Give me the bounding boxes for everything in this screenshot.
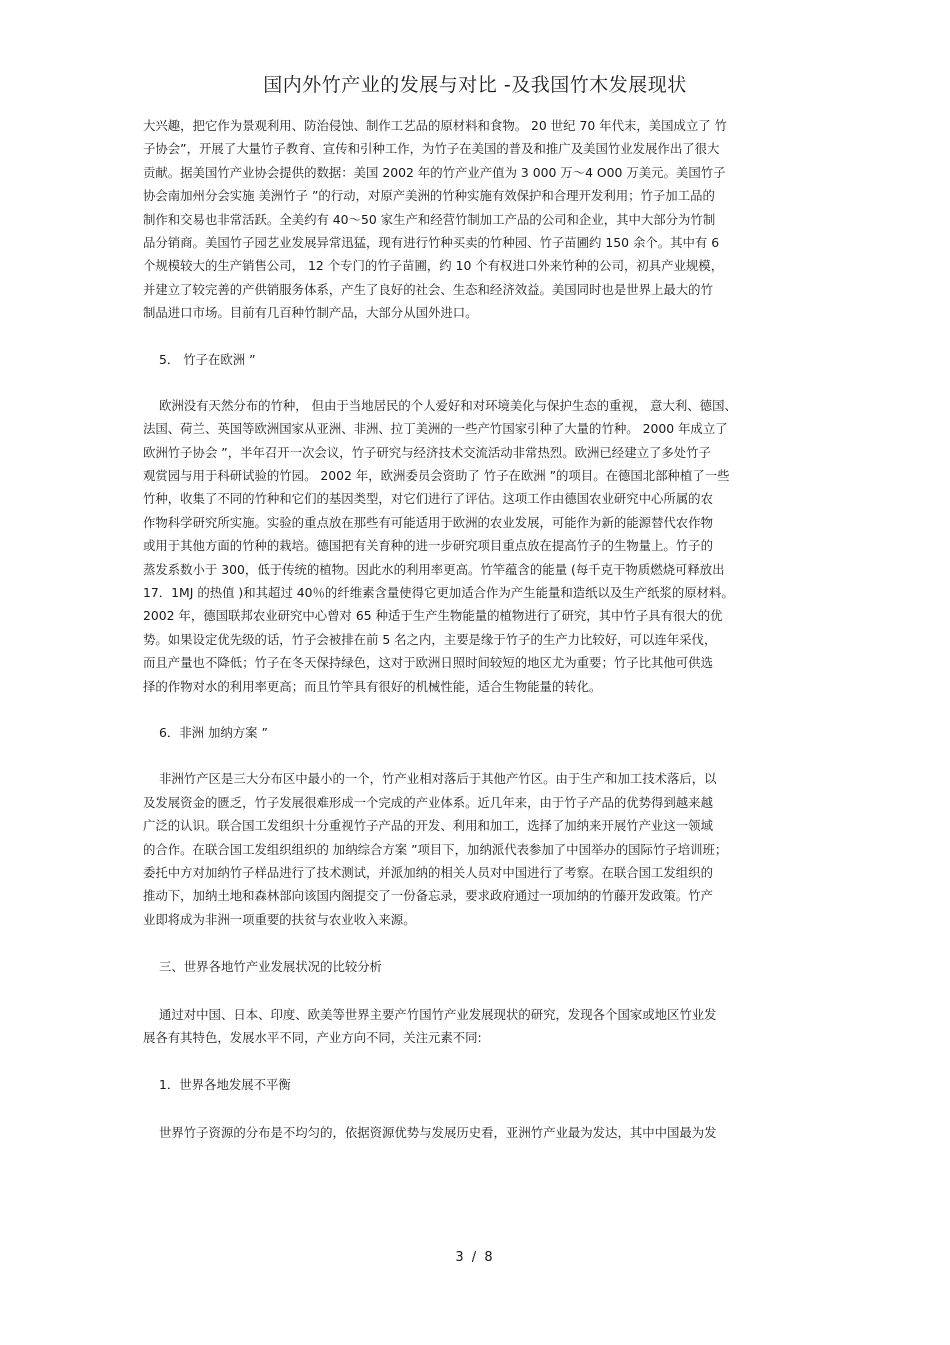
- text-line: 及发展资金的匮乏，竹子发展很难形成一个完成的产业体系。近几年来，由于竹子产品的优势得到越来越: [143, 794, 713, 810]
- text-line: 竹种，收集了不同的竹种和它们的基因类型，对它们进行了评估。这项工作由德国农业研究中心所属的农: [143, 491, 713, 507]
- text-line: 制作和交易也非常活跃。全美约有 40～50 家生产和经营竹制加工产品的公司和企业，其中大部分为竹制: [143, 211, 716, 227]
- africa-paragraph: [143, 767, 813, 931]
- text-line: 委托中方对加纳竹子样品进行了技术测试，并派加纳的相关人员对中国进行了考察。在联合国工发组织的: [143, 864, 713, 880]
- section-heading-comparison: 三、世界各地竹产业发展状况的比较分析: [159, 959, 383, 975]
- text-line: 作物科学研究所实施。实验的重点放在那些有可能适用于欧洲的农业发展，可能作为新的能源替代农作物: [143, 514, 713, 530]
- text-line: 择的作物对水的利用率更高；而且竹竿具有很好的机械性能，适合生物能量的转化。: [143, 678, 602, 694]
- section-heading-europe: 5． 竹子在欧洲 ”: [159, 351, 256, 367]
- text-line: 品分销商。美国竹子园艺业发展异常迅猛，现有进行竹种买卖的竹种园、竹子苗圃约 150 余个。其中有 6: [143, 234, 720, 250]
- text-line: 推动下，加纳土地和森林部向该国内阁提交了一份备忘录，要求政府通过一项加纳的竹藤开发政策。竹产: [143, 888, 713, 904]
- text-line: 贡献。据美国竹产业协会提供的数据：美国 2002 年的竹产业产值为 3 000 万～4 O00 万美元。美国竹子: [143, 164, 726, 180]
- text-line: 观赏园与用于科研试验的竹园。 2002 年，欧洲委员会资助了 竹子在欧洲 ”的项目。在德国北部种植了一些: [143, 468, 730, 484]
- page-indicator: 3 / 8: [455, 1250, 495, 1265]
- text-line: 制品进口市场。目前有几百种竹制产品，大部分从国外进口。: [143, 305, 478, 321]
- text-line: 子协会”，开展了大量竹子教育、宣传和引种工作，为竹子在美国的普及和推广及美国竹业发展作出了很大: [143, 141, 720, 157]
- usa-paragraph: [143, 114, 813, 325]
- text-line: 欧洲没有天然分布的竹种， 但由于当地居民的个人爱好和对环境美化与保护生态的重视， 意大利、德国、: [159, 397, 737, 413]
- text-line: 世界竹子资源的分布是不均匀的，依据资源优势与发展历史看，亚洲竹产业最为发达，其中中国最为发: [159, 1124, 717, 1140]
- text-line: 并建立了较完善的产供销服务体系，产生了良好的社会、生态和经济效益。美国同时也是世界上最大的竹: [143, 281, 713, 297]
- text-line: 2002 年，德国联邦农业研究中心曾对 65 种适于生产生物能量的植物进行了研究，其中竹子具有很大的优: [143, 608, 723, 624]
- text-line: 大兴趣，把它作为景观利用、防治侵蚀、制作工艺品的原材料和食物。 20 世纪 70 年代末，美国成立了 竹: [143, 118, 728, 133]
- europe-paragraph: [143, 394, 813, 698]
- text-line: 广泛的认识。联合国工发组织十分重视竹子产品的开发、利用和加工，选择了加纳来开展竹产业这一领域: [143, 818, 713, 834]
- text-line: 蒸发系数小于 300，低于传统的植物。因此水的利用率更高。竹竿蕴含的能量 (每千克干物质燃烧可释放出: [143, 561, 725, 577]
- document-body: [143, 114, 813, 1144]
- text-line: 通过对中国、日本、印度、欧美等世界主要产竹国竹产业发展现状的研究，发现各个国家或地区竹业发: [159, 1006, 717, 1022]
- text-line: 个规模较大的生产销售公司， 12 个专门的竹子苗圃，约 10 个有权进口外来竹种的公司，初具产业规模，: [143, 258, 724, 274]
- document-title: 国内外竹产业的发展与对比 -及我国竹木发展现状: [263, 74, 687, 96]
- subsection-heading-imbalance: 1．世界各地发展不平衡: [159, 1077, 291, 1093]
- text-line: 而且产量也不降低；竹子在冬天保持绿色，这对于欧洲日照时间较短的地区尤为重要；竹子比其他可供选: [143, 655, 713, 671]
- text-line: 非洲竹产区是三大分布区中最小的一个，竹产业相对落后于其他产竹区。由于生产和加工技术落后，以: [159, 771, 717, 787]
- imbalance-paragraph: [143, 1121, 813, 1144]
- text-line: 协会南加州分会实施 美洲竹子 ”的行动，对原产美洲的竹种实施有效保护和合理开发利用；竹子加工品的: [143, 188, 715, 204]
- text-line: 17．1MJ 的热值 )和其超过 40％的纤维素含量使得它更加适合作为产生能量和造纸以及生产纸浆的原材料。: [143, 585, 734, 601]
- text-line: 的合作。在联合国工发组织组织的 加纳综合方案 ”项目下，加纳派代表参加了中国举办的国际竹子培训班；: [143, 841, 728, 857]
- text-line: 业即将成为非洲一项重要的扶贫与农业收入来源。: [143, 911, 416, 927]
- text-line: 展各有其特色，发展水平不同，产业方向不同，关注元素不同:: [143, 1029, 482, 1045]
- comparison-paragraph: [143, 1003, 813, 1050]
- section-heading-africa: 6．非洲 加纳方案 ”: [159, 724, 268, 740]
- text-line: 势。如果设定优先级的话，竹子会被排在前 5 名之内，主要是缘于竹子的生产力比较好，可以连年采伐，: [143, 631, 717, 647]
- text-line: 法国、荷兰、英国等欧洲国家从亚洲、非洲、拉丁美洲的一些产竹国家引种了大量的竹种。 2000 年成立了: [143, 421, 728, 437]
- text-line: 欧洲竹子协会 ”，半年召开一次会议，竹子研究与经济技术交流活动非常热烈。欧洲已经建立了多处竹子: [143, 444, 711, 460]
- text-line: 或用于其他方面的竹种的栽培。德国把有关育种的进一步研究项目重点放在提高竹子的生物量上。竹子的: [143, 538, 713, 554]
